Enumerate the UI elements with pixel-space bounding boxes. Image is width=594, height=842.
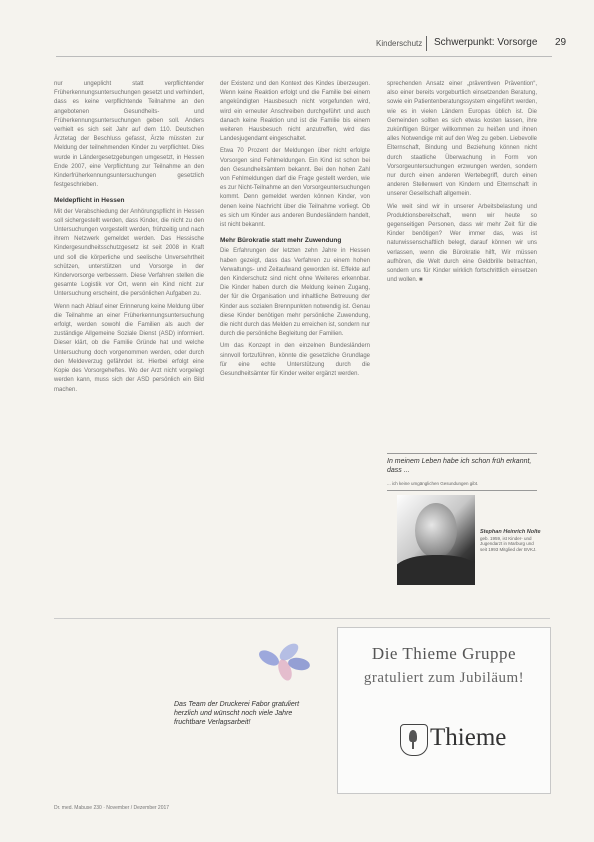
paragraph: der Existenz und den Kontext des Kindes überzeugen. Wenn keine Reaktion erfolgt und die Familie bei einem angekündigten Hausbesuch nicht vorgefunden wird, wird ein erneuter Anschreiben durchgeführt und auch danach keine Reaktion und ist die Familie bis einem weiteren Hausbesuch nicht anzutreffen, wird das Landesjugendamt eingeschaltet. [220, 81, 370, 143]
author-portrait [397, 495, 475, 585]
author-bio [480, 530, 542, 552]
subheading: Meldepflicht in Hessen [54, 197, 125, 205]
text-column-3 [387, 80, 537, 288]
author-name: Stephan Heinrich Nolte [480, 529, 541, 535]
portrait-head [415, 503, 457, 558]
subheading: Mehr Bürokratie statt mehr Zuwendung [220, 237, 342, 245]
paragraph: Um das Konzept in den einzelnen Bundesländern sinnvoll fortzuführen, könnte die gesetzliche Grundlage für eine echte Unterstützung durch die Gesundheitsämter für Kinder weiter ergänzt werden. [220, 343, 370, 378]
thieme-wordmark: Thieme [430, 724, 507, 751]
header-divider [426, 36, 427, 51]
thieme-logo-icon [400, 724, 428, 756]
pull-quote: In meinem Leben habe ich schon früh erkannt, dass ... [387, 453, 537, 475]
thieme-ad-headline: Die Thieme Gruppe [371, 644, 517, 663]
header-section-label: Kinderschutz [376, 39, 423, 48]
printer-ad-text: Das Team der Druckerei Fabor gratuliert herzlich und wünscht noch viele Jahre fruchtbare Verlagsarbeit! [174, 701, 300, 726]
paragraph: Etwa 70 Prozent der Meldungen über nicht erfolgte Vorsorgen sind Fehlmeldungen. Ein Kind ist schon bei den Gesundheitsämtern bekannt. Bei den hohen Zahl von Fehlmeldungen darf die Frage gestellt werden, wie es zur Nicht-Teilnahme an den Vorsorgeuntersuchungen kommt. Denn gemeldet werden können Kinder, von denen keine Nachricht über die Teilnahme vorliegt. Ob es sich um Kinder aus anderen Bundesländern handelt, ist nicht bekannt. [220, 148, 370, 229]
header-topic: Schwerpunkt: Vorsorge [434, 37, 538, 48]
header-rule [56, 56, 552, 57]
portrait-shoulder [397, 555, 475, 585]
paragraph: sprechenden Ansatz einer „präventiven Prävention“, also einer bereits vorgeburtlich einsetzenden Beratung, sowie ein Patientenberatungssystem eingeführt werden, wie es in vielen Ländern Europas üblich ist. Die Gemeinden sollten es sich etwas kosten lassen, ihre zukünftigen Bürger willkommen zu heißen und ihnen alles Notwendige mit auf den Weg zu geben. Liebevolle Elternschaft, Bindung und Beziehung können nicht durch staatliche Überwachung in Form von Vorsorgeuntersuchungen erzwungen werden, sondern nur durch einen anderen Wertebegriff, durch einen anderen Stellenwert von Kindern und Elternschaft in unserer Gesellschaft allgemein. [387, 81, 537, 198]
paragraph: Wie weit sind wir in unserer Arbeitsbelastung und Produktionsbereitschaft, wenn wir heute so gegenseitigen Personen, dass wir mehr Zeit für die Kinder benötigen? Wer immer das, was ist naturwissenschaftlich belegt, darauf können wir uns verlassen, wenn die Bürokratie hilft, Wir müssen aufhören, die Welt durch eine Geldbrille betrachten, sondern uns für Kinder wirklich fortschrittlich einsetzen und wollen. ■ [387, 203, 537, 284]
thieme-ad-subline: gratuliert zum Jubiläum! [363, 670, 525, 686]
text-column-1 [54, 80, 204, 398]
page-header [0, 34, 594, 54]
paragraph: Mit der Verabschiedung der Anhörungspflicht in Hessen soll sichergestellt werden, dass Kinder, die nicht zu den Untersuchungen vorgestellt werden, frühzeitig und nach ihrem Netzwerk gemeldet werden. Das Hessische Kindergesundheitsschutzgesetz ist seit 2008 in Kraft und soll die körperliche und seelische Unversehrtheit schützen, unterstützen und Vorsorge in der Kindervorsorge verbessern. Diese Verfahren stellen die gesamte Logistik vor Ort, wenn ein Kind nicht zur Untersuchung erscheint, die persönlichen Aufgaben zu. [54, 208, 204, 298]
page-footer: Dr. med. Mabuse 230 · November / Dezember 2017 [54, 805, 170, 811]
thieme-ad [337, 627, 551, 794]
text-column-2 [220, 80, 370, 382]
paragraph: Wenn nach Ablauf einer Erinnerung keine Meldung über die Teilnahme an einer Früherkennungsuntersuchung erfolgt, werden sowohl die Familien als auch der zuständige Allgemeine Soziale Dienst (ASD) informiert. Dieser klärt, ob die Familie Gründe hat und welche Untersuchung doch vorgenommen werden, oder durch den Meldeverzug gefährdet ist. Hierbei erfolgt eine Kopie des Vorsorgeheftes. Wo der Arzt nicht vorgelegt werden kann, muss sich der ASD persönlich ein Bild machen. [54, 303, 204, 393]
page-number: 29 [555, 37, 567, 48]
small-flower-illustration [134, 723, 154, 743]
printer-ad [54, 628, 302, 788]
author-bio-text: geb. 1959, ist Kinder- und Jugendarzt in Marburg und seit 1993 Mitglied der BVKJ. [480, 535, 537, 552]
paragraph: nur ungeplicht statt verpflichtender Früherkennungsuntersuchungen gesetzt und verhindert, dass es keine verpflichtende Teilnahme an den angebotenen Gesundheits- und Früherkennungsuntersuchungen geben soll. Anders verhielt es sich seit Jahr auf dem 110. Deutschen Ärztetag der Beschluss gefasst, Ärzte müssten zur Meldung der teilnehmenden Kinder zu verpflichtet. Dies wurde in Ländergesetzgebungen umgesetzt, in Hessen Ende 2007, eine Verpflichtung zur Teilnahme an den Kinderfrüherkennungsuntersuchungen gesetzlich festgeschrieben. [54, 81, 204, 189]
pull-quote-continuation: ... ich keine umgänglichen Gesundungen gibt. [387, 481, 537, 491]
flower-illustration [254, 638, 314, 698]
paragraph: Die Erfahrungen der letzten zehn Jahre in Hessen haben gezeigt, dass das Verfahren zu einem hohen Verwaltungs- und Zeitaufwand geworden ist. Effekte auf den Kinderschutz sind nicht ohne Weiteres erkennbar. Die Kinder haben durch die Meldung keinen Zugang, der für die Organisation und inhaltliche Betreuung der Kinder aus sozialen Brennpunkten notwendig ist. Genau diese Kinder benötigen mehr persönliche Zuwendung, die nicht durch das Melden zu erreichen ist, sondern nur durch die persönliche Begleitung der Familien. [220, 248, 370, 338]
bottom-divider [54, 618, 550, 619]
